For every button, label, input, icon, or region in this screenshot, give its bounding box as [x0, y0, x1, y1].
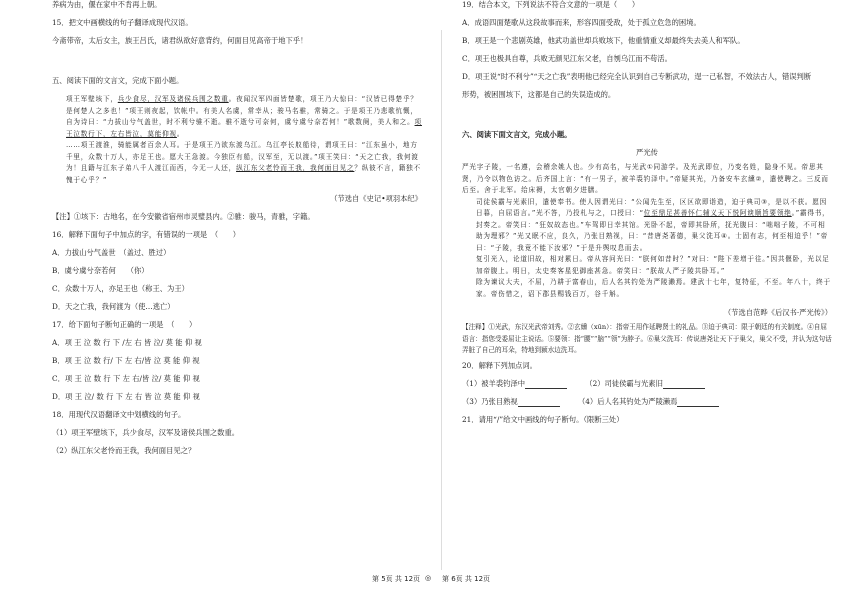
answer-blank[interactable] — [663, 380, 705, 389]
question-18: 18．用现代汉语翻译文中划横线的句子。 — [52, 410, 186, 419]
option-16c: C．众数十万人，亦足王也（称王、为王） — [52, 284, 189, 293]
passage-paragraph-2: ……项王渡淮，骑能属者百余人耳。于是项王乃欲东渡乌江。乌江亭长舣船待，谓项王曰：“江东虽小，地方千里，众数十万人，亦足王也。愿大王急渡。今独臣有船，汉军至，无以渡。”项王笑曰：“天之亡我，我何渡为！且籍与江东子弟八千人渡江而西，今无一人还，纵江东父老怜而王我，我何面目见之？纵彼不言，籍独不愧于心乎？” — [66, 141, 421, 184]
question-20: 20．解释下列加点词。 — [462, 360, 537, 370]
question-19: 19．结合本文，下列说法不符合文意的一项是（ ） — [462, 0, 640, 9]
question-15: 15．把文中画横线的句子翻译成现代汉语。 — [52, 18, 193, 27]
passage-paragraph-2: 司徒侯霸与光素旧，遣使奉书。使人因谓光曰：“公闻先生至，区区欲即诣造，迫于典司③，是以不获。愿因日暮，自屈语言。”光不答，乃投札与之，口授曰：“位至鼎足甚善怀仁辅义天下悦阿谀顺旨要领绝。”霸得书，封奏之。帝笑曰：“狂奴故态也。”车驾即日幸其馆。光卧不起，帝即其卧所，抚光腹曰：“咄咄子陵，不可相助为理邪？”光又眠不应，良久，乃张目熟视，曰：“昔唐尧著德，巢父洗耳④。士固有志，何至相迫乎！”帝曰：“子陵，我竟不能下汝邪？”于是升舆叹息而去。 — [476, 197, 830, 252]
passage-paragraph-1: 项王军壁垓下，兵少食尽，汉军及诸侯兵围之数重。夜闻汉军四面皆楚歌，项王乃大惊曰：“汉皆已得楚乎？是何楚人之多也！”项王则夜起，饮帐中。有美人名虞，常幸从；骏马名骓，常骑之。于是项王乃悲歌忼慨，自为诗曰：“力拔山兮气盖世，时不利兮骓不逝。骓不逝兮可奈何，虞兮虞兮奈若何！”歌数阕，美人和之。项王泣数行下，左右皆泣，莫能仰视。 — [66, 95, 422, 138]
note: 【注】①垓下：古地名，在今安徽省宿州市灵璧县内。②骓：骏马，青骓，字籍。 — [52, 212, 315, 221]
question-16: 16．解释下面句子中加点的字，有错误的一项是 （ ） — [52, 230, 241, 239]
page-divider — [441, 30, 442, 570]
section-6-heading: 六、阅读下面文言文，完成小题。 — [462, 130, 572, 139]
option-19b: B．项王是一个悲剧英雄，他武功盖世却兵败垓下，他重情重义却最终失去美人和军队。 — [462, 36, 745, 45]
option-19d: D．项王说“时不利兮”“天之亡我”表明他已经完全认识到自己专断武功，逞一己私智，不效法古人，错误判断 — [462, 72, 812, 81]
answer-blank[interactable] — [677, 398, 719, 407]
right-page — [462, 0, 832, 570]
option-16d: D．天之亡我，我何渡为（使…逃亡） — [52, 302, 175, 311]
text-line: 养病为由，偃在家中不肯再上朝。 — [52, 0, 162, 9]
option-19d-continued: 形势，被困围垓下，这都是自己的失误造成的。 — [462, 90, 616, 99]
passage-paragraph-3: 复引光入，论道旧故，相对累日。帝从容问光曰：“朕何如昔时？”对曰：“陛下差增于往。”因共偃卧，光以足加帝腹上。明日，太史奏客星犯御座甚急。帝笑曰：“朕故人严子陵共卧耳。” — [476, 255, 830, 275]
question-15-text: 今斋带帝，太后女主，族王吕氏，诸君纵欲好意背约，何面目见高帝于地下乎！ — [52, 36, 308, 45]
option-16b: B．虞兮虞兮奈若何 （你） — [52, 266, 149, 275]
page-number-left: 第 5页 共 12页 — [372, 575, 421, 583]
option-19a: A．成语四面楚歌从这段故事而来，形容四面受敌，处于孤立危急的困境。 — [462, 18, 701, 27]
source-citation: （节选自《史记•项羽本纪》 — [330, 194, 422, 203]
passage-paragraph-4: 除为谏议大夫，不屈，乃耕于富春山，后人名其钓处为严陵濑焉。建武十七年，复特征，不至。年八十，终于家。帝伤惜之，诏下郡县赐钱百万，谷千斛。 — [476, 278, 831, 298]
question-20-row-2: （3）乃张目熟视 （4）后人名其钓处为严陵濑焉 — [462, 397, 832, 407]
option-19c: C．项王也极具自尊，兵败无颜见江东父老，自刎乌江而不苟活。 — [462, 54, 672, 63]
page-number-right: 第 6页 共 12页 — [442, 575, 491, 583]
passage-title: 严光传 — [636, 148, 658, 157]
question-18-2: （2）纵江东父老怜而王我，我何面目见之？ — [52, 446, 196, 455]
section-5-heading: 五、阅读下面的文言文，完成下面小题。 — [52, 76, 184, 85]
left-page — [52, 0, 422, 570]
question-21: 21．请用“/”给文中画线的句子断句。（限断三处） — [462, 414, 624, 424]
option-16a: A．力拔山兮气盖世 （盖过、胜过） — [52, 248, 171, 257]
question-18-1: （1）项王军壁垓下，兵少食尽，汉军及诸侯兵围之数重。 — [52, 428, 240, 437]
question-20-row-1: （1）被羊裘钓泽中 （2）司徒侯霸与光素旧 — [462, 379, 832, 389]
answer-blank[interactable] — [525, 380, 567, 389]
question-17: 17．给下面句子断句正确的一项是 （ ） — [52, 320, 197, 329]
option-17b: B．项 王 泣 数 行/ 下 左 右/皆 泣 莫 能 仰 视 — [52, 356, 200, 365]
answer-blank[interactable] — [518, 398, 560, 407]
option-17c: C．项 王 泣 数 行 下 左 右/皆 泣/ 莫 能 仰 视 — [52, 374, 200, 383]
option-17a: A．项 王 泣 数 行 下 /左 右 皆 泣/ 莫 能 仰 视 — [52, 338, 202, 347]
option-17d: D．项 王 泣/ 数 行 下 左 右 皆 泣 莫 能 仰 视 — [52, 392, 200, 401]
source-citation: （节选自范晔《后汉书·严光传》） — [723, 308, 832, 317]
passage-paragraph-1: 严光字子陵，一名遵，会稽余姚人也。少有高名，与光武①同游学。及光武即位，乃变名姓，隐身不见。帝思其贤，乃令以物色访之。后齐国上言：“有一男子，被羊裘钓泽中。”帝疑其光，乃备安车玄纁②，遣使聘之。三反而后至。舍于北军。给床褥，太官朝夕进膳。 — [462, 163, 829, 194]
page-mark-icon: ◎ — [425, 574, 432, 582]
note: 【注释】①光武，东汉光武帝刘秀。②玄纁（xūn）：指帝王用作延聘贤士的礼品。③迫于典司：限于朝廷的有关制度。④自屈语言：指您受委屈让主说话。⑤要领：指“腰”“脑”“领”为脖子。⑥巢父洗耳：传说唐尧让天下于巢父，巢父不受，并认为这句话弄脏了自己的耳朵，特地到颍水边洗耳。 — [462, 323, 832, 354]
